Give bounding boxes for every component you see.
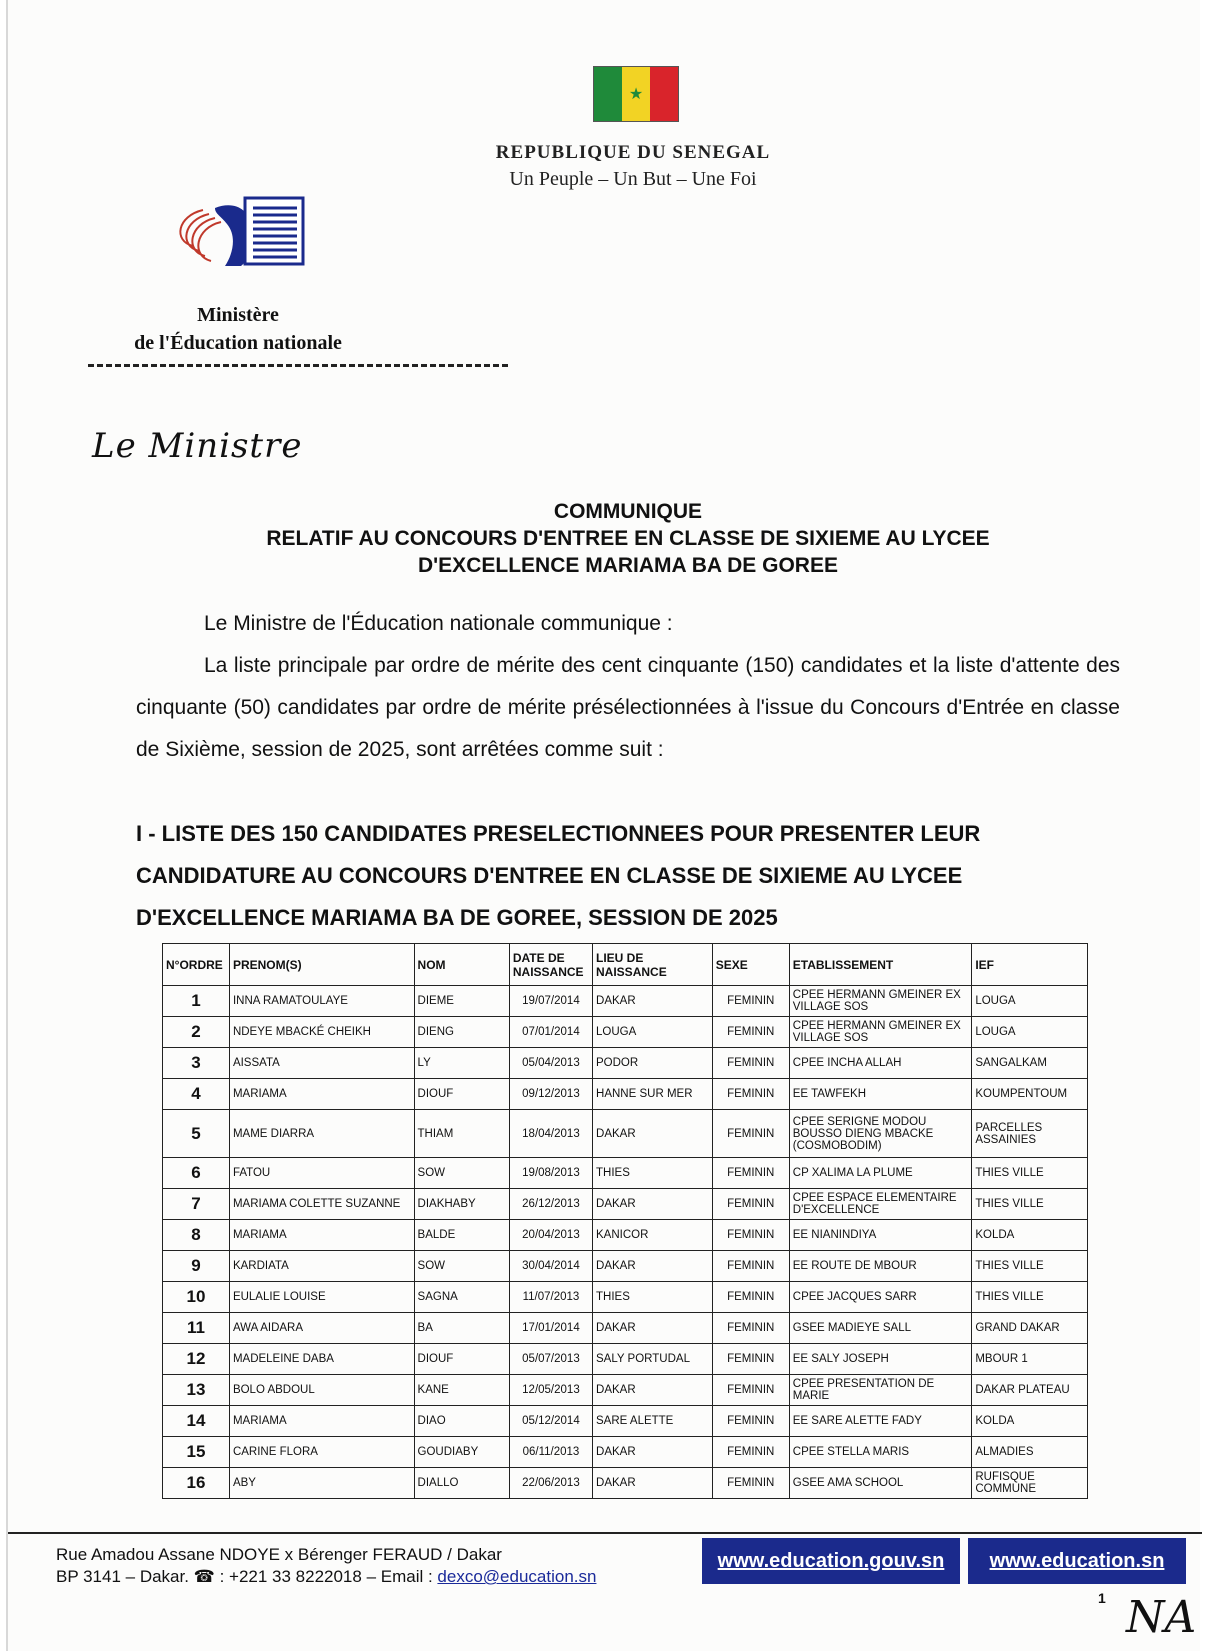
cell-date: 05/04/2013 — [509, 1048, 592, 1079]
col-header-date: DATE DE NAISSANCE — [509, 944, 592, 986]
cell-nom: SAGNA — [414, 1282, 509, 1313]
col-header-prenoms: PRENOM(S) — [229, 944, 414, 986]
minister-title: Le Ministre — [92, 426, 303, 466]
cell-sexe: FEMININ — [712, 986, 789, 1017]
cell-sexe: FEMININ — [712, 1282, 789, 1313]
cell-etablissement: CPEE HERMANN GMEINER EX VILLAGE SOS — [789, 1017, 972, 1048]
cell-sexe: FEMININ — [712, 1017, 789, 1048]
cell-date: 06/11/2013 — [509, 1437, 592, 1468]
table-row — [163, 1375, 1088, 1406]
cell-prenoms: AISSATA — [229, 1048, 414, 1079]
cell-nom: DIENG — [414, 1017, 509, 1048]
cell-etablissement: CPEE HERMANN GMEINER EX VILLAGE SOS — [789, 986, 972, 1017]
header-divider — [88, 364, 508, 367]
cell-nom: DIAO — [414, 1406, 509, 1437]
cell-ordre: 3 — [163, 1048, 230, 1079]
cell-ief: MBOUR 1 — [972, 1344, 1088, 1375]
cell-ordre: 1 — [163, 986, 230, 1017]
document-page — [6, 0, 1200, 1651]
cell-date: 18/04/2013 — [509, 1110, 592, 1158]
communique-subtitle-line2: D'EXCELLENCE MARIAMA BA DE GOREE — [418, 554, 838, 577]
cell-ief: KOUMPENTOUM — [972, 1079, 1088, 1110]
cell-date: 09/12/2013 — [509, 1079, 592, 1110]
footer-divider — [8, 1532, 1202, 1534]
cell-nom: BA — [414, 1313, 509, 1344]
table-row — [163, 1079, 1088, 1110]
cell-lieu: DAKAR — [593, 986, 713, 1017]
cell-ief: ALMADIES — [972, 1437, 1088, 1468]
candidates-table — [162, 943, 1088, 1499]
cell-ordre: 4 — [163, 1079, 230, 1110]
cell-etablissement: CPEE SERIGNE MODOU BOUSSO DIENG MBACKE (COSMOBODIM) — [789, 1110, 972, 1158]
table-header-row — [163, 944, 1088, 986]
cell-sexe: FEMININ — [712, 1220, 789, 1251]
cell-nom: DIAKHABY — [414, 1189, 509, 1220]
cell-prenoms: MAME DIARRA — [229, 1110, 414, 1158]
cell-prenoms: NDEYE MBACKÉ CHEIKH — [229, 1017, 414, 1048]
cell-ordre: 12 — [163, 1344, 230, 1375]
page-number: 1 — [1098, 1590, 1106, 1606]
cell-ief: KOLDA — [972, 1406, 1088, 1437]
cell-ordre: 15 — [163, 1437, 230, 1468]
cell-sexe: FEMININ — [712, 1313, 789, 1344]
cell-sexe: FEMININ — [712, 1048, 789, 1079]
col-header-ief: IEF — [972, 944, 1088, 986]
footer-address: Rue Amadou Assane NDOYE x Bérenger FERAUD / Dakar — [56, 1545, 502, 1564]
cell-ief: THIES VILLE — [972, 1251, 1088, 1282]
cell-nom: DIOUF — [414, 1344, 509, 1375]
cell-etablissement: EE ROUTE DE MBOUR — [789, 1251, 972, 1282]
cell-date: 17/01/2014 — [509, 1313, 592, 1344]
col-header-lieu: LIEU DE NAISSANCE — [593, 944, 713, 986]
website-gouv-label: www.education.gouv.sn — [717, 1549, 945, 1572]
col-header-sexe: SEXE — [712, 944, 789, 986]
cell-etablissement: EE SARE ALETTE FADY — [789, 1406, 972, 1437]
table-row — [163, 1468, 1088, 1499]
cell-ief: GRAND DAKAR — [972, 1313, 1088, 1344]
ministry-name-line2: de l'Éducation nationale — [134, 332, 342, 354]
cell-lieu: THIES — [593, 1158, 713, 1189]
ministry-logo-icon — [163, 196, 323, 278]
cell-nom: SOW — [414, 1158, 509, 1189]
handwritten-initials: NA — [1126, 1592, 1197, 1643]
cell-ief: DAKAR PLATEAU — [972, 1375, 1088, 1406]
cell-prenoms: AWA AIDARA — [229, 1313, 414, 1344]
cell-ief: PARCELLES ASSAINIES — [972, 1110, 1088, 1158]
cell-lieu: DAKAR — [593, 1251, 713, 1282]
cell-date: 07/01/2014 — [509, 1017, 592, 1048]
cell-ief: KOLDA — [972, 1220, 1088, 1251]
cell-lieu: HANNE SUR MER — [593, 1079, 713, 1110]
cell-date: 19/08/2013 — [509, 1158, 592, 1189]
website-edu-label: www.education.sn — [989, 1549, 1165, 1572]
cell-lieu: SALY PORTUDAL — [593, 1344, 713, 1375]
cell-prenoms: FATOU — [229, 1158, 414, 1189]
cell-date: 30/04/2014 — [509, 1251, 592, 1282]
cell-etablissement: EE SALY JOSEPH — [789, 1344, 972, 1375]
table-row — [163, 1189, 1088, 1220]
cell-date: 05/12/2014 — [509, 1406, 592, 1437]
cell-prenoms: INNA RAMATOULAYE — [229, 986, 414, 1017]
cell-ief: LOUGA — [972, 986, 1088, 1017]
cell-lieu: LOUGA — [593, 1017, 713, 1048]
communique-intro: Le Ministre de l'Éducation nationale communique : — [204, 612, 673, 635]
cell-sexe: FEMININ — [712, 1251, 789, 1282]
cell-date: 20/04/2013 — [509, 1220, 592, 1251]
cell-prenoms: ABY — [229, 1468, 414, 1499]
table-row — [163, 1344, 1088, 1375]
col-header-etablissement: ETABLISSEMENT — [789, 944, 972, 986]
cell-sexe: FEMININ — [712, 1189, 789, 1220]
table-row — [163, 1110, 1088, 1158]
cell-etablissement: EE NIANINDIYA — [789, 1220, 972, 1251]
communique-subtitle-line1: RELATIF AU CONCOURS D'ENTREE EN CLASSE DE SIXIEME AU LYCEE — [266, 527, 990, 550]
cell-prenoms: BOLO ABDOUL — [229, 1375, 414, 1406]
table-row — [163, 1282, 1088, 1313]
cell-lieu: DAKAR — [593, 1375, 713, 1406]
cell-prenoms: CARINE FLORA — [229, 1437, 414, 1468]
republic-name: REPUBLIQUE DU SENEGAL — [495, 142, 771, 163]
table-row — [163, 1437, 1088, 1468]
cell-ief: SANGALKAM — [972, 1048, 1088, 1079]
footer-contact — [56, 1567, 596, 1587]
cell-lieu: DAKAR — [593, 1437, 713, 1468]
cell-lieu: KANICOR — [593, 1220, 713, 1251]
republic-motto: Un Peuple – Un But – Une Foi — [509, 168, 757, 190]
ministry-name-line1: Ministère — [197, 304, 279, 326]
cell-date: 26/12/2013 — [509, 1189, 592, 1220]
senegal-flag-icon — [593, 66, 679, 122]
cell-lieu: PODOR — [593, 1048, 713, 1079]
cell-etablissement: EE TAWFEKH — [789, 1079, 972, 1110]
cell-ordre: 6 — [163, 1158, 230, 1189]
cell-date: 12/05/2013 — [509, 1375, 592, 1406]
cell-etablissement: CPEE ESPACE ELEMENTAIRE D'EXCELLENCE — [789, 1189, 972, 1220]
cell-prenoms: MARIAMA — [229, 1220, 414, 1251]
cell-nom: KANE — [414, 1375, 509, 1406]
cell-etablissement: CPEE PRESENTATION DE MARIE — [789, 1375, 972, 1406]
cell-sexe: FEMININ — [712, 1079, 789, 1110]
website-link-edu[interactable] — [968, 1538, 1186, 1584]
cell-lieu: DAKAR — [593, 1313, 713, 1344]
table-row — [163, 1220, 1088, 1251]
cell-etablissement: CPEE STELLA MARIS — [789, 1437, 972, 1468]
cell-sexe: FEMININ — [712, 1158, 789, 1189]
section-heading: I - LISTE DES 150 CANDIDATES PRESELECTIONNEES POUR PRESENTER LEUR CANDIDATURE AU CONCOURS D'ENTREE EN CLASSE DE SIXIEME AU LYCEE D'EXCELLENCE MARIAMA BA DE GOREE, SESSION DE 2025 — [136, 821, 981, 930]
cell-ief: THIES VILLE — [972, 1282, 1088, 1313]
table-row — [163, 1048, 1088, 1079]
cell-lieu: THIES — [593, 1282, 713, 1313]
cell-prenoms: MARIAMA — [229, 1406, 414, 1437]
cell-ordre: 5 — [163, 1110, 230, 1158]
cell-lieu: DAKAR — [593, 1189, 713, 1220]
cell-prenoms: EULALIE LOUISE — [229, 1282, 414, 1313]
cell-date: 22/06/2013 — [509, 1468, 592, 1499]
cell-ordre: 9 — [163, 1251, 230, 1282]
table-row — [163, 1406, 1088, 1437]
cell-sexe: FEMININ — [712, 1110, 789, 1158]
website-link-gouv[interactable] — [702, 1538, 960, 1584]
table-row — [163, 986, 1088, 1017]
cell-ordre: 13 — [163, 1375, 230, 1406]
cell-ief: THIES VILLE — [972, 1189, 1088, 1220]
cell-nom: GOUDIABY — [414, 1437, 509, 1468]
cell-etablissement: GSEE MADIEYE SALL — [789, 1313, 972, 1344]
cell-ordre: 16 — [163, 1468, 230, 1499]
cell-lieu: DAKAR — [593, 1468, 713, 1499]
cell-sexe: FEMININ — [712, 1437, 789, 1468]
cell-sexe: FEMININ — [712, 1406, 789, 1437]
cell-lieu: SARE ALETTE — [593, 1406, 713, 1437]
cell-nom: BALDE — [414, 1220, 509, 1251]
cell-ordre: 2 — [163, 1017, 230, 1048]
cell-ief: THIES VILLE — [972, 1158, 1088, 1189]
cell-sexe: FEMININ — [712, 1344, 789, 1375]
table-row — [163, 1313, 1088, 1344]
star-icon: ★ — [628, 86, 644, 103]
cell-nom: THIAM — [414, 1110, 509, 1158]
cell-ordre: 8 — [163, 1220, 230, 1251]
table-row — [163, 1251, 1088, 1282]
cell-date: 19/07/2014 — [509, 986, 592, 1017]
cell-date: 05/07/2013 — [509, 1344, 592, 1375]
col-header-nom: NOM — [414, 944, 509, 986]
cell-etablissement: CPEE INCHA ALLAH — [789, 1048, 972, 1079]
communique-body: La liste principale par ordre de mérite des cent cinquante (150) candidates et la liste d'attente des cinquante (50) candidates par ordre de mérite présélectionnées à l'issue du Concours d'Entrée en classe de Sixième, session de 2025, sont arrêtées comme suit : — [136, 654, 1120, 761]
cell-lieu: DAKAR — [593, 1110, 713, 1158]
cell-ordre: 14 — [163, 1406, 230, 1437]
cell-nom: DIOUF — [414, 1079, 509, 1110]
cell-etablissement: GSEE AMA SCHOOL — [789, 1468, 972, 1499]
cell-prenoms: MARIAMA — [229, 1079, 414, 1110]
cell-etablissement: CP XALIMA LA PLUME — [789, 1158, 972, 1189]
footer-contact-text: BP 3141 – Dakar. ☎ : +221 33 8222018 – Email : — [56, 1567, 438, 1586]
table-row — [163, 1017, 1088, 1048]
cell-ief: LOUGA — [972, 1017, 1088, 1048]
cell-sexe: FEMININ — [712, 1375, 789, 1406]
table-row — [163, 1158, 1088, 1189]
cell-ief: RUFISQUE COMMUNE — [972, 1468, 1088, 1499]
cell-prenoms: MADELEINE DABA — [229, 1344, 414, 1375]
cell-sexe: FEMININ — [712, 1468, 789, 1499]
cell-ordre: 10 — [163, 1282, 230, 1313]
cell-prenoms: MARIAMA COLETTE SUZANNE — [229, 1189, 414, 1220]
communique-title: COMMUNIQUE — [553, 500, 703, 523]
email-link[interactable]: dexco@education.sn — [437, 1567, 597, 1586]
cell-nom: LY — [414, 1048, 509, 1079]
cell-nom: DIALLO — [414, 1468, 509, 1499]
col-header-ordre: N°ORDRE — [163, 944, 230, 986]
cell-etablissement: CPEE JACQUES SARR — [789, 1282, 972, 1313]
cell-nom: SOW — [414, 1251, 509, 1282]
cell-ordre: 7 — [163, 1189, 230, 1220]
cell-prenoms: KARDIATA — [229, 1251, 414, 1282]
cell-nom: DIEME — [414, 986, 509, 1017]
cell-date: 11/07/2013 — [509, 1282, 592, 1313]
cell-ordre: 11 — [163, 1313, 230, 1344]
